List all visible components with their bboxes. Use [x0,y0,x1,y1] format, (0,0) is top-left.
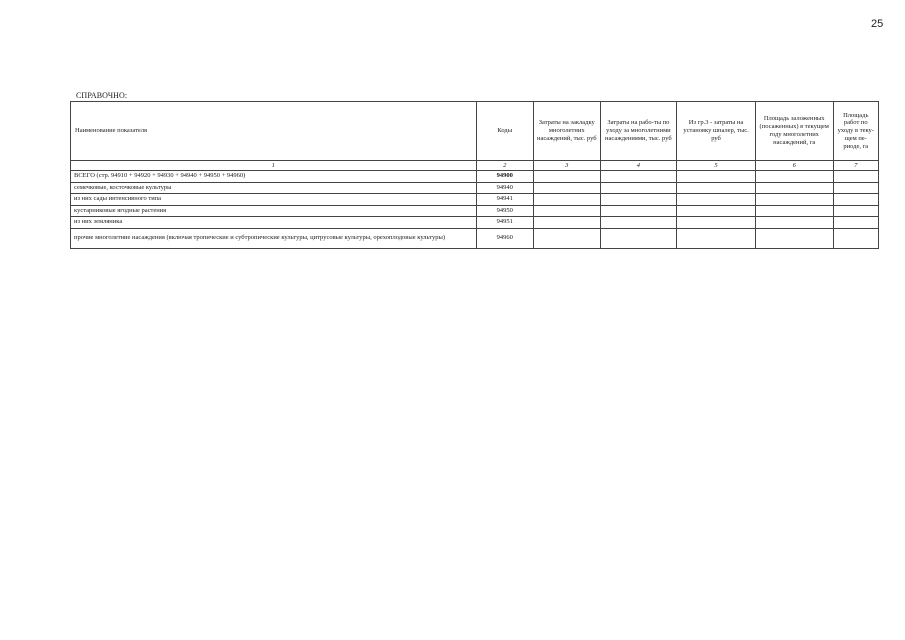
value-cell [833,228,878,248]
header-indicator-name: Наименование показателя [71,102,477,161]
column-number: 7 [833,161,878,171]
value-cell [677,182,756,194]
header-planted-area: Площадь заложенных (посаженных) в текущем году многолетних насаждений, га [755,102,833,161]
value-cell [533,182,600,194]
value-cell [533,205,600,217]
value-cell [533,194,600,206]
value-cell [533,217,600,229]
header-trellis-costs: Из гр.3 - затраты на установку шпалер, тыс. руб [677,102,756,161]
column-number: 4 [600,161,677,171]
table-header-row [71,102,879,161]
table-row [71,182,879,194]
value-cell [600,194,677,206]
column-number: 3 [533,161,600,171]
value-cell [833,194,878,206]
reference-caption: СПРАВОЧНО: [76,91,128,100]
row-name: из них сады интенсивного типа [71,194,477,206]
value-cell [677,228,756,248]
column-number: 5 [677,161,756,171]
table-row-total [71,171,879,183]
header-care-area: Площадь работ по уходу в теку-щем пе-риоде, га [833,102,878,161]
table-row [71,194,879,206]
value-cell [677,194,756,206]
value-cell [833,217,878,229]
value-cell [833,205,878,217]
value-cell [600,171,677,183]
table-row [71,228,879,248]
row-code: 94951 [476,217,533,229]
row-code: 94900 [476,171,533,183]
row-name: ВСЕГО (стр. 94910 + 94920 + 94930 + 94940 + 94950 + 94960) [71,171,477,183]
value-cell [833,171,878,183]
value-cell [600,205,677,217]
value-cell [600,217,677,229]
row-name: семечковые, косточковые культуры [71,182,477,194]
value-cell [755,182,833,194]
value-cell [755,205,833,217]
header-planting-costs: Затраты на закладку многолетних насаждений, тыс. руб [533,102,600,161]
value-cell [600,182,677,194]
value-cell [677,217,756,229]
row-code: 94941 [476,194,533,206]
value-cell [755,194,833,206]
value-cell [677,171,756,183]
row-code: 94960 [476,228,533,248]
value-cell [755,171,833,183]
value-cell [533,228,600,248]
column-number: 1 [71,161,477,171]
column-number-row [71,161,879,171]
value-cell [600,228,677,248]
row-code: 94940 [476,182,533,194]
header-code: Коды [476,102,533,161]
header-care-costs: Затраты на рабо-ты по уходу за многолетними насаждениями, тыс. руб [600,102,677,161]
value-cell [833,182,878,194]
value-cell [755,217,833,229]
column-number: 2 [476,161,533,171]
table-row [71,217,879,229]
reference-table [70,101,879,249]
table-row [71,205,879,217]
column-number: 6 [755,161,833,171]
value-cell [533,171,600,183]
row-code: 94950 [476,205,533,217]
row-name: прочие многолетние насаждения (включая тропические и субтропические культуры, цитрусовые культуры, орехоплодовые культуры) [71,228,477,248]
page-number: 25 [871,18,884,30]
row-name: кустарниковые ягодные растения [71,205,477,217]
row-name: из них земляника [71,217,477,229]
value-cell [755,228,833,248]
value-cell [677,205,756,217]
